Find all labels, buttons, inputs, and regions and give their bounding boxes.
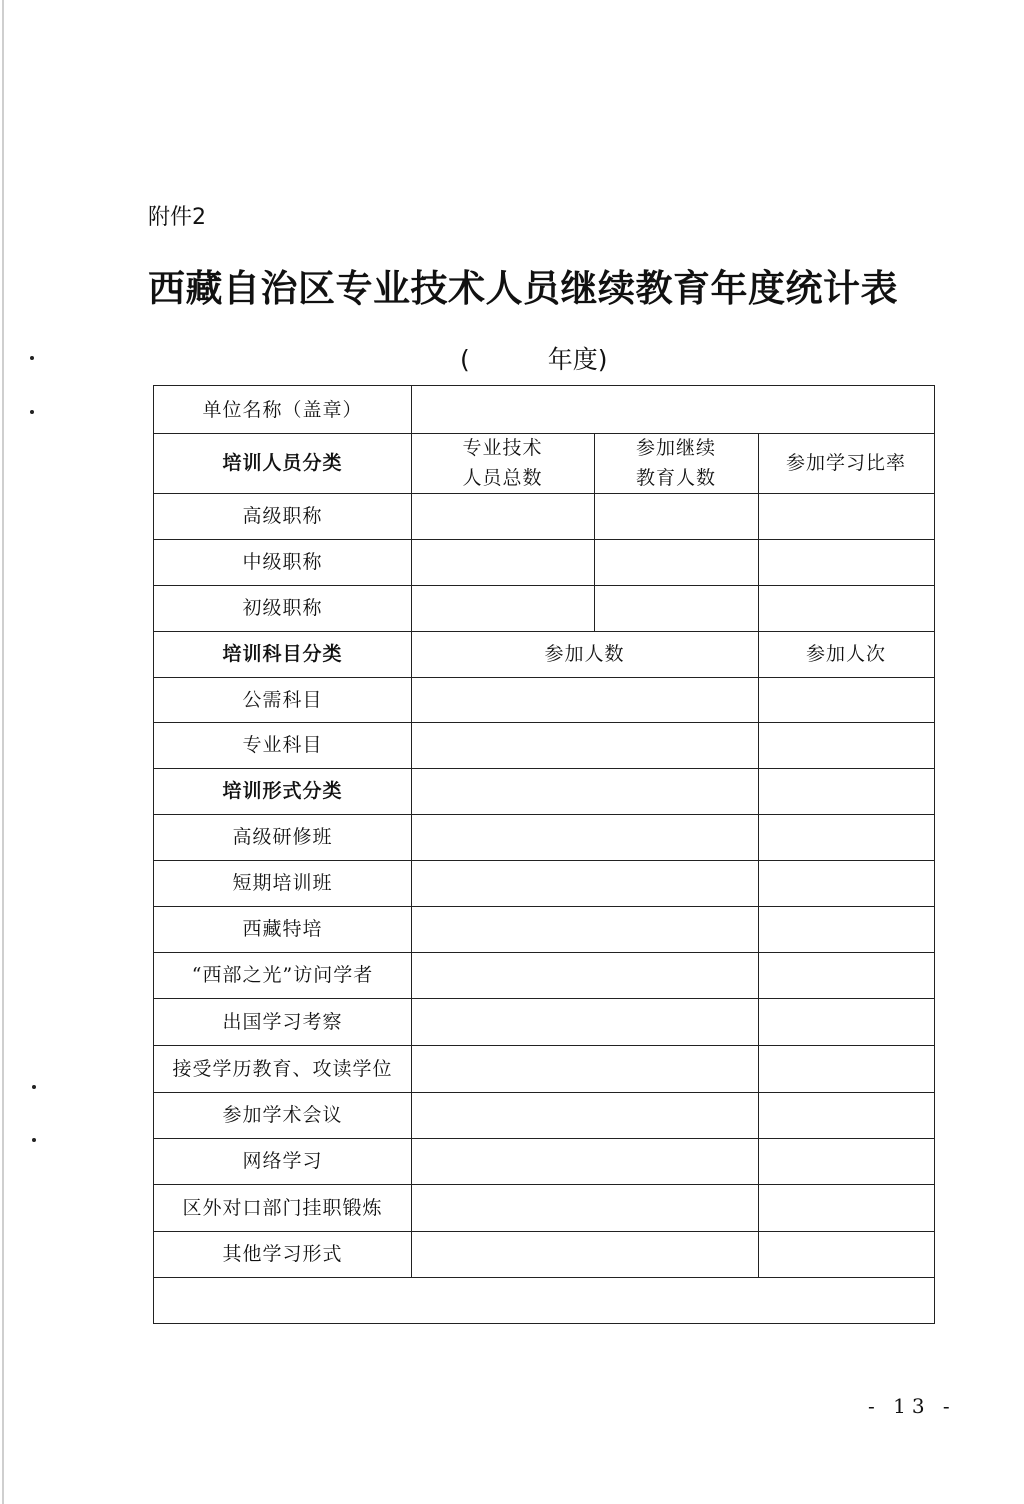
row-label-other-forms: 其他学习形式 [222, 1243, 343, 1265]
row-label-intermediate-title: 中级职称 [242, 551, 323, 573]
year-open-paren: ( [460, 345, 470, 374]
col-header-participant-times: 参加人次 [805, 643, 886, 665]
row-label-overseas-study: 出国学习考察 [222, 1010, 343, 1033]
row-label-external-posting: 区外对口部门挂职锻炼 [182, 1196, 383, 1219]
row-label-advanced-seminar: 高级研修班 [232, 826, 333, 848]
year-label: 年度) [547, 345, 608, 374]
col-header-participation-rate: 参加学习比率 [785, 452, 906, 474]
row-label-academic-conference: 参加学术会议 [222, 1104, 343, 1126]
scan-speck [30, 410, 34, 414]
row-label-short-course: 短期培训班 [232, 872, 333, 894]
row-label-visiting-scholar: “西部之光”访问学者 [191, 964, 374, 986]
scan-speck [30, 356, 34, 360]
year-line [460, 340, 608, 376]
col-header-participants: 参加继续 教育人数 [635, 437, 716, 489]
subject-category-heading: 培训科目分类 [222, 643, 343, 665]
row-label-senior-title: 高级职称 [242, 505, 323, 527]
statistics-table [153, 385, 935, 1324]
column-divider [411, 386, 412, 1277]
page-number: - 13 - [868, 1394, 956, 1418]
col-header-total-staff: 专业技术 人员总数 [462, 437, 543, 489]
row-label-online-learning: 网络学习 [242, 1150, 323, 1172]
row-label-junior-title: 初级职称 [242, 597, 323, 619]
row-label-professional-subject: 专业科目 [242, 734, 323, 756]
scan-edge [2, 0, 4, 1504]
row-label-tibet-special-training: 西藏特培 [242, 918, 323, 940]
scan-speck [32, 1138, 36, 1142]
unit-name-label: 单位名称（盖章） [202, 398, 363, 421]
row-divider [154, 1277, 934, 1278]
scan-speck [32, 1085, 36, 1089]
attachment-label: 附件2 [148, 205, 206, 230]
personnel-category-heading: 培训人员分类 [222, 452, 343, 474]
form-category-heading: 培训形式分类 [222, 780, 343, 802]
document-title: 西藏自治区专业技术人员继续教育年度统计表 [148, 266, 898, 310]
column-divider [758, 433, 759, 1277]
col-header-participant-count: 参加人数 [544, 643, 625, 665]
row-label-public-subject: 公需科目 [242, 688, 323, 711]
row-label-degree-education: 接受学历教育、攻读学位 [172, 1057, 393, 1080]
